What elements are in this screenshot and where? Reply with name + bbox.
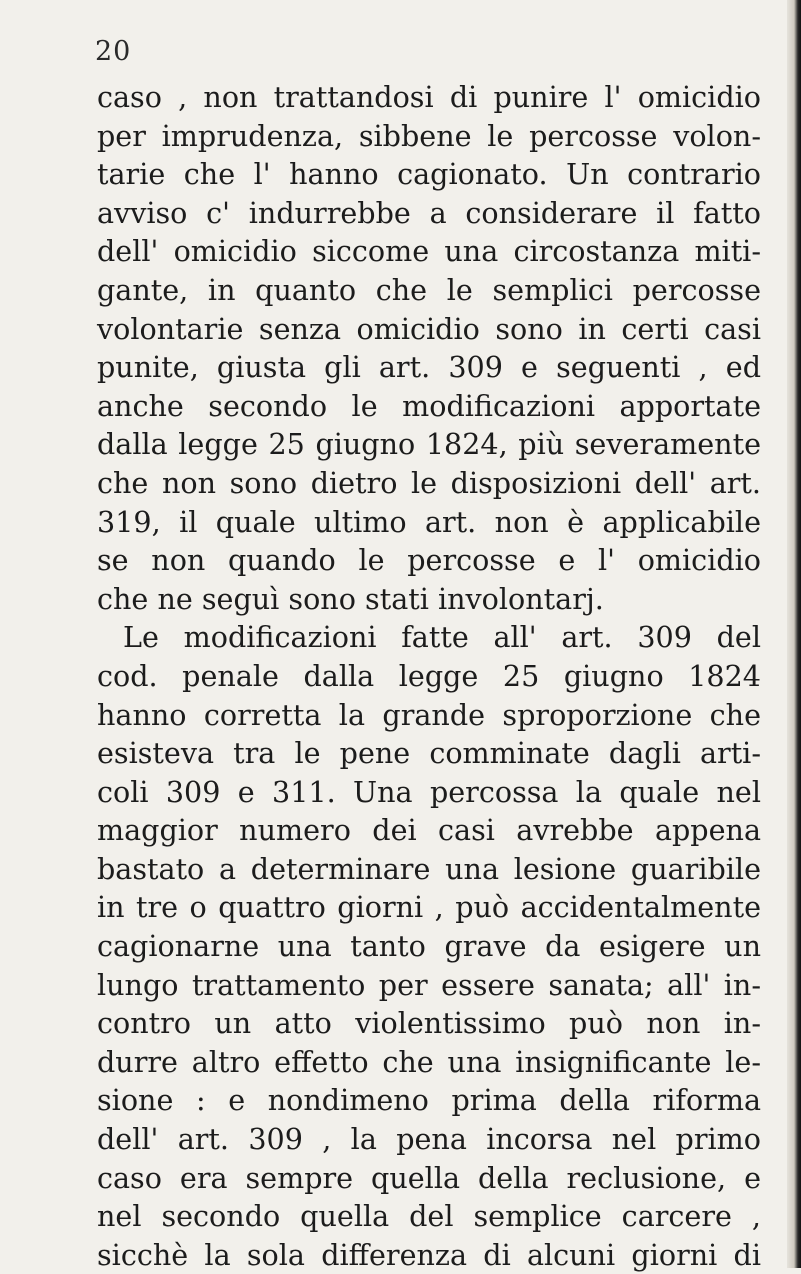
text-line: 319, il quale ultimo art. non è applicabile — [97, 504, 761, 539]
text-line: cagionarne una tanto grave da esigere un — [97, 929, 761, 964]
text-line: coli 309 e 311. Una percossa la quale nel — [97, 774, 761, 809]
text-line: durre altro effetto che una insignificante le- — [97, 1044, 761, 1079]
text-line: caso , non trattandosi di punire l' omicidio — [97, 80, 761, 114]
text-line: sicchè la sola differenza di alcuni giorni di — [97, 1237, 761, 1272]
body-text — [97, 78, 761, 1274]
page-number: 20 — [95, 36, 132, 67]
text-line: hanno corretta la grande sproporzione che — [97, 697, 761, 732]
text-line: che ne seguì sono stati involontarj. — [97, 581, 604, 616]
text-line: lungo trattamento per essere sanata; all' in- — [97, 967, 761, 1002]
text-line: gante, in quanto che le semplici percosse — [97, 272, 761, 307]
text-line: volontarie senza omicidio sono in certi casi — [97, 311, 761, 346]
text-line: bastato a determinare una lesione guaribile — [97, 851, 761, 886]
text-line: tarie che l' hanno cagionato. Un contrario — [97, 157, 761, 192]
text-line: nel secondo quella del semplice carcere , — [97, 1199, 761, 1234]
text-line: esisteva tra le pene comminate dagli arti- — [97, 736, 761, 771]
text-line: dalla legge 25 giugno 1824, più severamente — [97, 427, 761, 462]
text-line: punite, giusta gli art. 309 e seguenti , ed — [97, 350, 761, 385]
text-line: caso era sempre quella della reclusione, e — [97, 1160, 761, 1195]
text-line: dell' omicidio siccome una circostanza miti- — [97, 234, 761, 269]
text-line: cod. penale dalla legge 25 giugno 1824 — [97, 658, 761, 693]
page-edge — [787, 0, 801, 1268]
text-line: Le modificazioni fatte all' art. 309 del — [123, 620, 761, 655]
text-line: avviso c' indurrebbe a considerare il fatto — [97, 195, 761, 230]
text-line: in tre o quattro giorni , può accidentalmente — [97, 890, 761, 925]
text-line: sione : e nondimeno prima della riforma — [97, 1083, 761, 1118]
text-line: maggior numero dei casi avrebbe appena — [97, 813, 761, 848]
text-line: dell' art. 309 , la pena incorsa nel primo — [97, 1122, 761, 1157]
text-line: per imprudenza, sibbene le percosse volon- — [97, 118, 761, 153]
text-line: anche secondo le modificazioni apportate — [97, 388, 761, 423]
text-line: che non sono dietro le disposizioni dell' art. — [97, 465, 761, 500]
text-line: se non quando le percosse e l' omicidio — [97, 543, 761, 578]
text-line: contro un atto violentissimo può non in- — [97, 1006, 761, 1041]
